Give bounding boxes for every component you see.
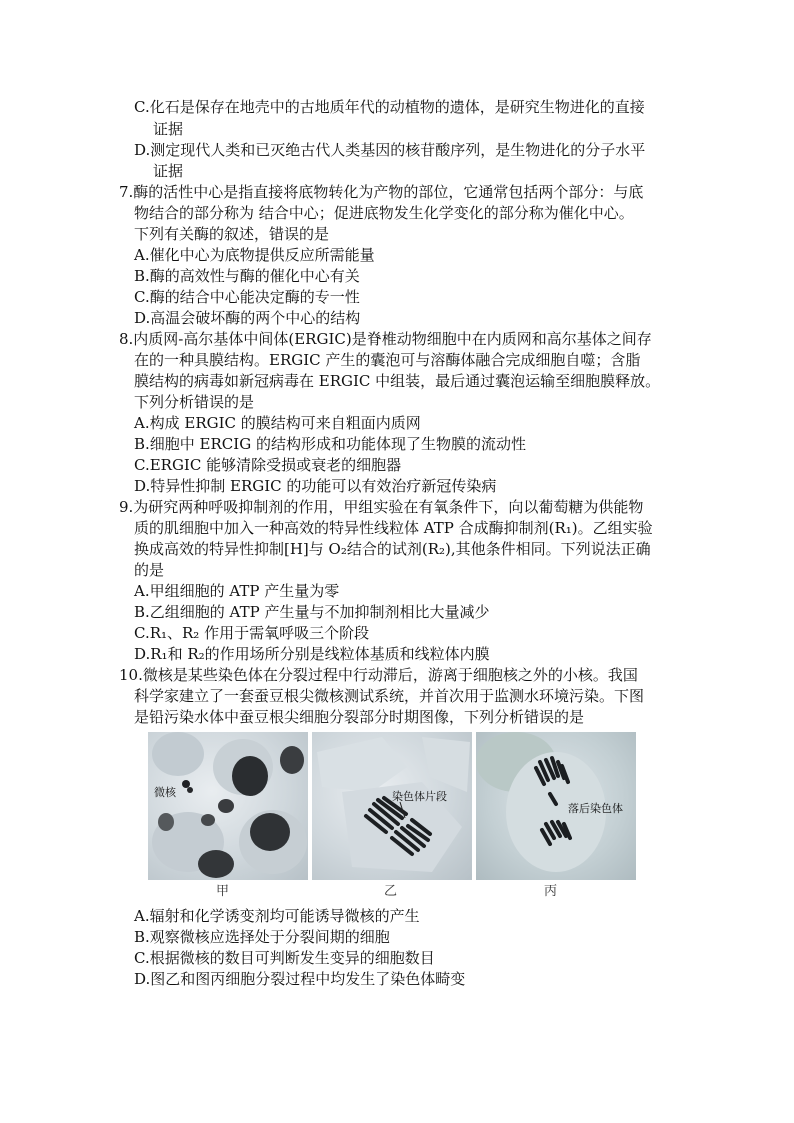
- micrograph-panel-bing: [476, 732, 636, 880]
- q9-option-b: B.乙组细胞的 ATP 产生量与不加抑制剂相比大量减少: [134, 603, 490, 621]
- micrograph-panel-yi: [312, 732, 472, 880]
- q7-stem-line1: 7.酶的活性中心是指直接将底物转化为产物的部位，它通常包括两个部分：与底: [119, 183, 644, 201]
- q10-stem-line3: 是铅污染水体中蚕豆根尖细胞分裂部分时期图像，下列分析错误的是: [134, 708, 585, 726]
- micrograph-jia-image: [148, 732, 308, 880]
- micrograph-figure: [148, 732, 636, 880]
- figure-caption-bing: 丙: [544, 884, 558, 899]
- q9-option-a: A.甲组细胞的 ATP 产生量为零: [134, 582, 340, 600]
- q10-stem-line1: 10.微核是某些染色体在分裂过程中行动滞后，游离于细胞核之外的小核。我国: [119, 666, 638, 684]
- q7-stem-line2: 物结合的部分称为 结合中心；促进底物发生化学变化的部分称为催化中心。: [134, 204, 634, 222]
- q8-option-b: B.细胞中 ERCIG 的结构形成和功能体现了生物膜的流动性: [134, 435, 526, 453]
- micrograph-yi-image: [312, 732, 472, 880]
- q9-stem-line1: 9.为研究两种呼吸抑制剂的作用，甲组实验在有氧条件下，向以葡萄糖为供能物: [119, 498, 644, 516]
- q7-option-d: D.高温会破坏酶的两个中心的结构: [134, 309, 361, 327]
- q9-option-c: C.R₁、R₂ 作用于需氧呼吸三个阶段: [134, 624, 370, 642]
- q9-option-d: D.R₁和 R₂的作用场所分别是线粒体基质和线粒体内膜: [134, 645, 490, 663]
- q9-stem-line2: 质的肌细胞中加入一种高效的特异性线粒体 ATP 合成酶抑制剂(R₁)。乙组实验: [134, 519, 653, 537]
- q7-stem-line3: 下列有关酶的叙述，错误的是: [134, 225, 330, 243]
- q10-option-b: B.观察微核应选择处于分裂间期的细胞: [134, 928, 390, 946]
- q10-stem-line2: 科学家建立了一套蚕豆根尖微核测试系统，并首次用于监测水环境污染。下图: [134, 687, 645, 705]
- label-micronucleus: 微核: [154, 786, 176, 799]
- q6-option-d-line1: D.测定现代人类和已灭绝古代人类基因的核苷酸序列，是生物进化的分子水平: [134, 141, 646, 159]
- q10-option-d: D.图乙和图丙细胞分裂过程中均发生了染色体畸变: [134, 970, 466, 988]
- q7-option-a: A.催化中心为底物提供反应所需能量: [134, 246, 375, 264]
- q8-stem-line2: 在的一种具膜结构。ERGIC 产生的囊泡可与溶酶体融合完成细胞自噬；含脂: [134, 351, 641, 369]
- q6-option-c-line2: 证据: [153, 120, 184, 138]
- q8-option-c: C.ERGIC 能够清除受损或衰老的细胞器: [134, 456, 402, 474]
- label-lagging-chromosome: 落后染色体: [568, 802, 623, 815]
- q6-option-d-line2: 证据: [153, 162, 184, 180]
- q6-option-c-line1: C.化石是保存在地壳中的古地质年代的动植物的遗体，是研究生物进化的直接: [134, 98, 645, 116]
- q9-stem-line4: 的是: [134, 561, 165, 579]
- q10-option-a: A.辐射和化学诱变剂均可能诱导微核的产生: [134, 907, 420, 925]
- q7-option-c: C.酶的结合中心能决定酶的专一性: [134, 288, 360, 306]
- q8-stem-line1: 8.内质网-高尔基体中间体(ERGIC)是脊椎动物细胞中在内质网和高尔基体之间存: [119, 330, 652, 348]
- label-chromosome-fragment: 染色体片段: [392, 790, 447, 803]
- q8-option-a: A.构成 ERGIC 的膜结构可来自粗面内质网: [134, 414, 421, 432]
- micrograph-panel-jia: [148, 732, 308, 880]
- q7-option-b: B.酶的高效性与酶的催化中心有关: [134, 267, 360, 285]
- q8-stem-line3: 膜结构的病毒如新冠病毒在 ERGIC 中组装，最后通过囊泡运输至细胞膜释放。: [134, 372, 661, 390]
- q8-option-d: D.特异性抑制 ERGIC 的功能可以有效治疗新冠传染病: [134, 477, 497, 495]
- q9-stem-line3: 换成高效的特异性抑制[H]与 O₂结合的试剂(R₂),其他条件相同。下列说法正确: [134, 540, 651, 558]
- q10-option-c: C.根据微核的数目可判断发生变异的细胞数目: [134, 949, 435, 967]
- q8-stem-line4: 下列分析错误的是: [134, 393, 255, 411]
- figure-caption-yi: 乙: [384, 884, 398, 899]
- figure-caption-jia: 甲: [216, 884, 230, 899]
